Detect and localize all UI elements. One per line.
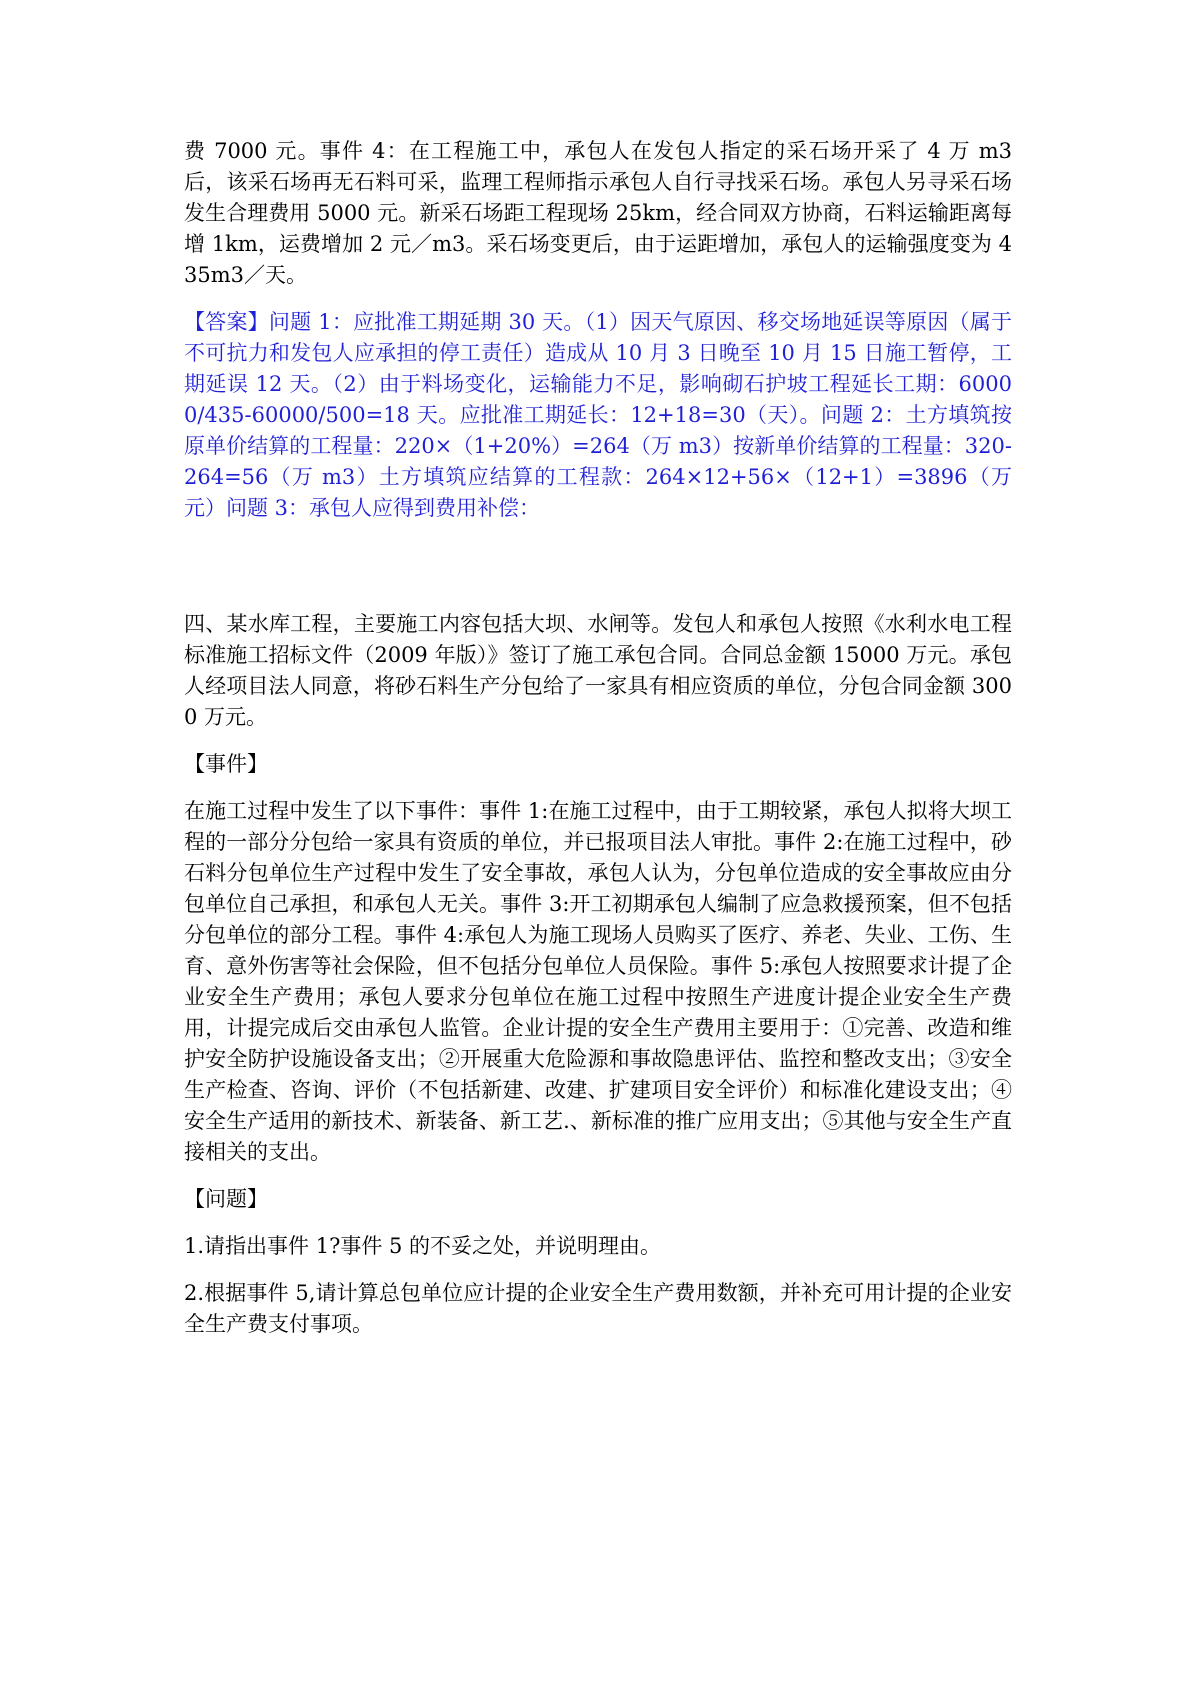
document-page [184, 136, 1012, 1340]
events-body: 在施工过程中发生了以下事件：事件 1:在施工过程中，由于工期较紧，承包人拟将大坝工程的一部分分包给一家具有资质的单位，并已报项目法人审批。事件 2:在施工过程中，砂石料分包单位生产过程中发生了安全事故，承包人认为，分包单位造成的安全事故应由分包单位自己承担，和承包人无关。事件 3:开工初期承包人编制了应急救援预案，但不包括分包单位的部分工程。事件 4:承包人为施工现场人员购买了医疗、养老、失业、工伤、生育、意外伤害等社会保险，但不包括分包单位人员保险。事件 5:承包人按照要求计提了企业安全生产费用；承包人要求分包单位在施工过程中按照生产进度计提企业安全生产费用，计提完成后交由承包人监管。企业计提的安全生产费用主要用于：①完善、改造和维护安全防护设施设备支出；②开展重大危险源和事故隐患评估、监控和整改支出；③安全生产检查、咨询、评价（不包括新建、改建、扩建项目安全评价）和标准化建设支出；④安全生产适用的新技术、新装备、新工艺.、新标准的推广应用支出；⑤其他与安全生产直接相关的支出。 [184, 799, 1012, 1164]
events-heading: 【事件】 [184, 752, 268, 776]
questions-heading: 【问题】 [184, 1187, 268, 1211]
question-2: 2.根据事件 5,请计算总包单位应计提的企业安全生产费用数额，并补充可用计提的企业安全生产费支付事项。 [184, 1281, 1012, 1336]
question-4-intro: 四、某水库工程，主要施工内容包括大坝、水闸等。发包人和承包人按照《水利水电工程标准施工招标文件（2009 年版）》签订了施工承包合同。合同总金额 15000 万元。承包人经项目法人同意，将砂石料生产分包给了一家具有相应资质的单位，分包合同金额 3000 万元。 [184, 612, 1012, 729]
answer-block: 【答案】问题 1：应批准工期延期 30 天。（1）因天气原因、移交场地延误等原因（属于不可抗力和发包人应承担的停工责任）造成从 10 月 3 日晚至 10 月 15 日施工暂停，工期延误 12 天。（2）由于料场变化，运输能力不足，影响砌石护坡工程延长工期：60000/435-60000/500=18 天。应批准工期延长：12+18=30（天）。问题 2：土方填筑按原单价结算的工程量：220×（1+20%）=264（万 m3）按新单价结算的工程量：320-264=56（万 m3）土方填筑应结算的工程款：264×12+56×（12+1）=3896（万元）问题 3：承包人应得到费用补偿： [184, 310, 1012, 520]
event-4-continuation: 费 7000 元。事件 4：在工程施工中，承包人在发包人指定的采石场开采了 4 万 m3 后，该采石场再无石料可采，监理工程师指示承包人自行寻找采石场。承包人另寻采石场发生合理费用 5000 元。新采石场距工程现场 25km，经合同双方协商，石料运输距离每增 1km，运费增加 2 元／m3。采石场变更后，由于运距增加，承包人的运输强度变为 435m3／天。 [184, 139, 1012, 287]
question-1: 1.请指出事件 1?事件 5 的不妥之处，并说明理由。 [184, 1234, 662, 1258]
